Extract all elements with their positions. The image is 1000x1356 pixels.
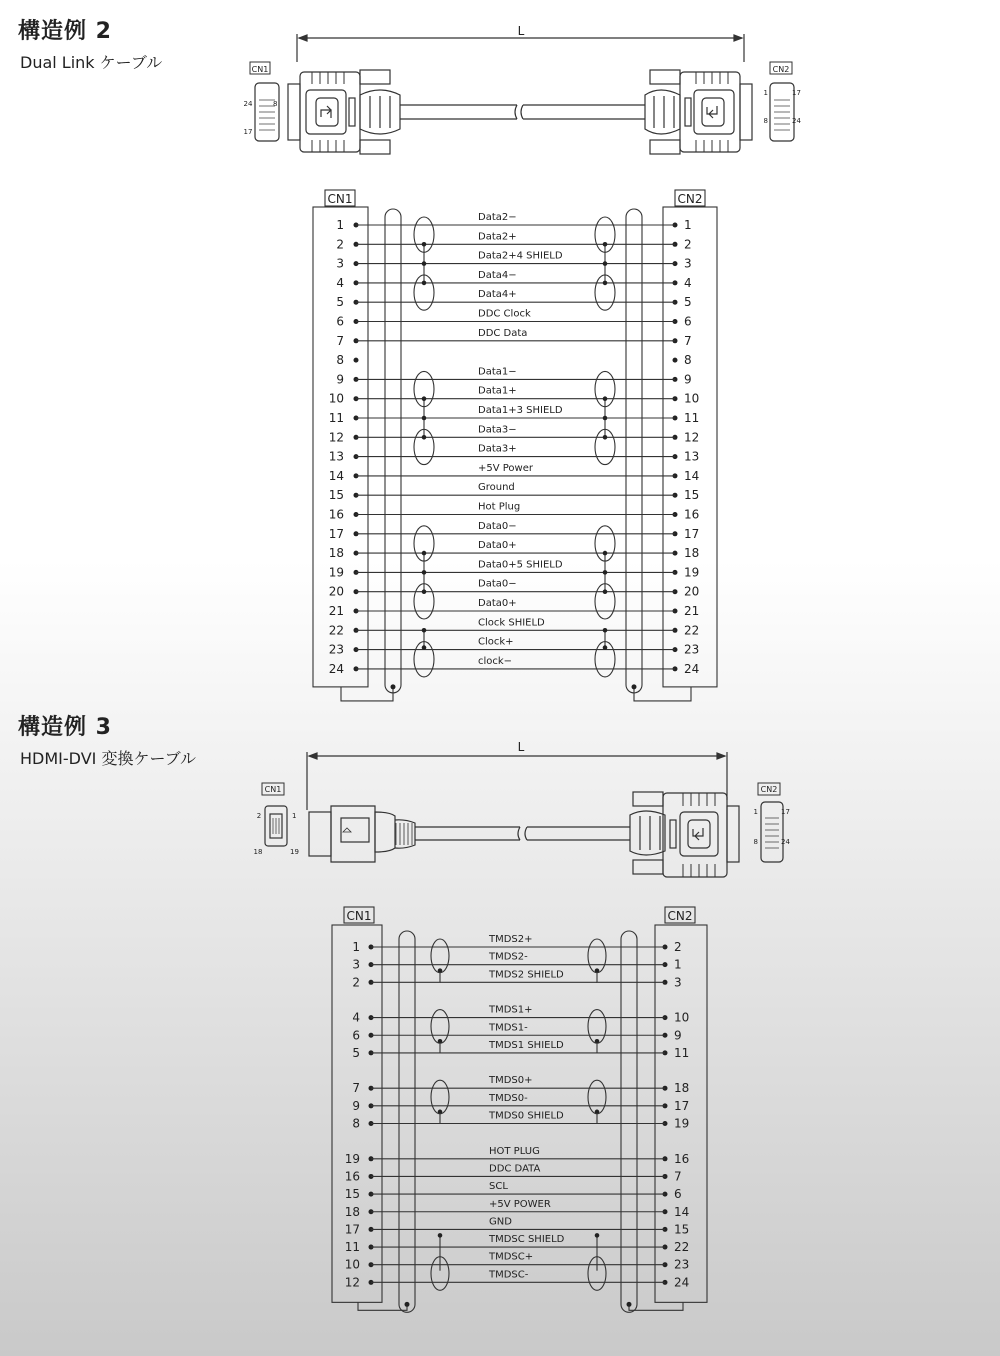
- cn1-pin-label: 15: [344, 1187, 360, 1202]
- cn1-pin-label: 18: [328, 546, 344, 561]
- cn1-pin-label: 17: [344, 1222, 360, 1237]
- signal-label: Data2+: [478, 231, 517, 243]
- cn1-pin-label: 20: [328, 584, 344, 599]
- signal-label: TMDS0-: [489, 1092, 528, 1104]
- signal-label: TMDS1+: [489, 1004, 533, 1016]
- cn1-overall-shield: [399, 931, 415, 1312]
- cn1-pin-label: 16: [328, 507, 344, 522]
- cn1-pin-label: 8: [336, 353, 344, 368]
- signal-label: clock−: [478, 655, 513, 667]
- cn1-pin-label: 13: [328, 449, 344, 464]
- s2-cn2-pin-24: 24: [792, 117, 801, 125]
- cn1-pin-label: 7: [336, 333, 344, 348]
- cn1-pin-label: 15: [328, 488, 344, 503]
- cn1-pin-label: 14: [328, 468, 344, 483]
- shield-dot-right: [603, 242, 608, 247]
- cn1-pin-label: 5: [352, 1045, 360, 1060]
- cn1-pin-label: 1: [336, 218, 344, 232]
- s2-cn1-pin-24: 24: [243, 100, 253, 108]
- cn1-label: CN1: [327, 192, 353, 206]
- cn1-pin-label: 21: [328, 604, 344, 618]
- cn2-pin-label: 18: [674, 1081, 690, 1096]
- cn1-pin-label: 8: [352, 1116, 360, 1131]
- cn2-pin-label: 7: [684, 333, 692, 348]
- shield-junction-left: [422, 416, 427, 421]
- signal-label: +5V POWER: [489, 1198, 551, 1210]
- cn2-pin-label: 13: [684, 449, 700, 464]
- cn2-pin-label: 8: [684, 353, 692, 368]
- cn2-pin-label: 17: [684, 526, 700, 541]
- signal-label: Data2−: [478, 212, 517, 223]
- cn2-pin-label: 7: [674, 1169, 682, 1184]
- cn2-pin-label: 19: [674, 1116, 690, 1131]
- s3-cn1-small-label: CN1: [264, 785, 282, 794]
- dvi-logo-icon-2: [702, 98, 724, 126]
- twisted-pair-shield-right: [588, 1080, 606, 1114]
- signal-label: HOT PLUG: [489, 1145, 540, 1157]
- shield-dot-right: [603, 396, 608, 401]
- cn1-pin-label: 12: [328, 430, 344, 445]
- signal-label: TMDSC+: [489, 1251, 534, 1263]
- signal-label: Clock+: [478, 636, 514, 648]
- twisted-pair-shield-left: [431, 1010, 449, 1044]
- cn1-pin-label: 6: [352, 1028, 360, 1043]
- shield-junction-right: [603, 261, 608, 266]
- s2-cn1-pin-8: 8: [273, 100, 278, 108]
- shield-dot-right: [603, 645, 608, 650]
- cn2-pin-label: 2: [674, 940, 682, 954]
- cn2-pin-label: 15: [674, 1222, 690, 1237]
- signal-label: Data0+: [478, 540, 517, 552]
- shield-dot-left: [422, 396, 427, 401]
- cn2-pin-label: 22: [674, 1240, 690, 1255]
- s3-cn2-pin-1: 1: [753, 808, 758, 816]
- cn2-pin-label: 23: [684, 642, 700, 657]
- shield-dot-left: [438, 1233, 443, 1238]
- cn1-pin-label: 16: [344, 1169, 360, 1184]
- s3-cn1-pin-1: 1: [292, 812, 297, 820]
- signal-label: TMDSC SHIELD: [489, 1234, 565, 1246]
- cn2-pin-label: 6: [674, 1187, 682, 1202]
- cn1-drain-dot: [391, 684, 396, 689]
- signal-label: +5V Power: [478, 462, 533, 474]
- twisted-pair-shield-right: [588, 939, 606, 973]
- s3-cn1-pin-18: 18: [253, 848, 263, 856]
- shield-wire-left: [371, 971, 440, 983]
- signal-label: Ground: [478, 482, 515, 494]
- s3-cn1-pin-19: 19: [290, 848, 299, 856]
- s3-cn2-pin-24: 24: [781, 838, 790, 846]
- shield-dot-right: [603, 281, 608, 286]
- cn2-label: CN2: [667, 909, 693, 923]
- section2-title: 構造例 2: [18, 19, 112, 44]
- dvi-logo-icon: [316, 98, 338, 126]
- cn1-pin-label: 2: [352, 975, 360, 990]
- signal-label: TMDS2+: [489, 934, 533, 945]
- twisted-pair-shield-left: [431, 1080, 449, 1114]
- shield-dot-right: [595, 1233, 600, 1238]
- section3-title: 構造例 3: [18, 715, 112, 740]
- cn1-pin-label: 23: [328, 642, 344, 657]
- signal-label: Hot Plug: [478, 501, 521, 513]
- signal-label: DDC Clock: [478, 308, 531, 320]
- signal-label: TMDS1 SHIELD: [489, 1039, 564, 1051]
- twisted-pair-shield-right: [588, 1010, 606, 1044]
- cn1-pin-label: 2: [336, 237, 344, 252]
- signal-label: Data0−: [478, 578, 517, 590]
- shield-junction-right: [603, 628, 608, 633]
- shield-wire-left: [371, 1235, 440, 1247]
- cn2-pin-label: 10: [684, 391, 700, 406]
- signal-label: Data1+: [478, 385, 517, 397]
- cn2-pin-label: 10: [674, 1010, 690, 1025]
- dual-link-cable-drawing: [250, 34, 794, 154]
- s2-cn2-small-label: CN2: [772, 65, 790, 74]
- cn1-pin-label: 10: [344, 1257, 360, 1272]
- cn2-pin-label: 4: [684, 275, 692, 290]
- signal-label: Data0−: [478, 520, 517, 532]
- cn2-pin-label: 5: [684, 295, 692, 310]
- signal-label: TMDS2-: [489, 951, 528, 963]
- shield-dot-right: [603, 589, 608, 594]
- cn2-pin-label: 22: [684, 623, 700, 638]
- cn2-pin-label: 19: [684, 565, 700, 580]
- cn1-pin-label: 4: [336, 275, 344, 290]
- cn2-pin-label: 18: [684, 546, 700, 561]
- signal-label: Data1−: [478, 366, 517, 378]
- cn2-pin-label: 20: [684, 584, 700, 599]
- s3-cn2-small-label: CN2: [760, 785, 778, 794]
- cn1-pin-label: 24: [328, 661, 344, 676]
- cn2-pin-label: 11: [674, 1045, 690, 1060]
- s3-length-label: L: [517, 740, 525, 754]
- cn2-pin-label: 1: [674, 957, 682, 972]
- signal-label: Data1+3 SHIELD: [478, 405, 563, 416]
- cn1-pin-label: 5: [336, 295, 344, 310]
- cn1-label: CN1: [346, 909, 372, 923]
- s2-cn2-pin-8: 8: [763, 117, 768, 125]
- signal-label: Clock SHIELD: [478, 617, 545, 629]
- signal-label: Data4−: [478, 269, 517, 281]
- cn2-pin-label: 9: [684, 372, 692, 387]
- cn2-pin-label: 15: [684, 488, 700, 503]
- cn1-pin-label: 11: [328, 411, 344, 425]
- section2-subtitle: Dual Link ケーブル: [20, 53, 163, 72]
- cn1-drain-dot: [405, 1302, 410, 1307]
- cn1-pin-label: 7: [352, 1081, 360, 1096]
- shield-dot-left: [422, 242, 427, 247]
- dual-link-wiring-diagram: [313, 190, 717, 701]
- cn1-pin-label: 19: [328, 565, 344, 580]
- shield-wire-left: [371, 1041, 440, 1053]
- cn2-pin-label: 14: [674, 1204, 690, 1219]
- cn2-pin-label: 1: [684, 218, 692, 232]
- signal-label: GND: [489, 1216, 512, 1228]
- shield-dot-left: [422, 435, 427, 440]
- s3-cn2-pin-17: 17: [781, 808, 790, 816]
- cn2-overall-shield: [621, 931, 637, 1312]
- cn2-drain-wire: [634, 687, 691, 701]
- cn2-pin-label: 3: [674, 975, 682, 990]
- shield-junction-left: [422, 628, 427, 633]
- cn2-drain-dot: [627, 1302, 632, 1307]
- cn1-pin-label: 22: [328, 623, 344, 638]
- cn2-pin-label: 3: [684, 256, 692, 271]
- shield-dot-right: [603, 435, 608, 440]
- cn2-pin-label: 17: [674, 1098, 690, 1113]
- shield-junction-left: [422, 261, 427, 266]
- signal-label: TMDS2 SHIELD: [489, 969, 564, 981]
- signal-label: Data0+: [478, 598, 517, 609]
- cn2-pin-label: 11: [684, 411, 700, 425]
- cn2-pin-label: 24: [684, 661, 700, 676]
- signal-label: Data0+5 SHIELD: [478, 559, 563, 571]
- shield-junction-left: [422, 570, 427, 575]
- cn2-pin-label: 16: [684, 507, 700, 522]
- cn2-drain-dot: [632, 684, 637, 689]
- s3-cn1-pin-2: 2: [256, 812, 262, 820]
- hdmi-dvi-cable-drawing: [262, 752, 783, 877]
- signal-label: DDC Data: [478, 327, 528, 339]
- signal-label: SCL: [489, 1181, 508, 1193]
- section3-subtitle: HDMI-DVI 変換ケーブル: [20, 749, 196, 768]
- cn1-pin-dot: [354, 358, 359, 363]
- signal-label: Data4+: [478, 289, 517, 301]
- shield-dot-right: [603, 551, 608, 556]
- cn2-pin-label: 6: [684, 314, 692, 329]
- signal-label: TMDS1-: [489, 1022, 528, 1034]
- signal-label: Data2+4 SHIELD: [478, 250, 563, 262]
- cn2-pin-label: 14: [684, 468, 700, 483]
- signal-label: TMDS0 SHIELD: [489, 1110, 564, 1122]
- cn2-overall-shield: [626, 209, 642, 693]
- dvi-logo-icon-3: [688, 820, 710, 848]
- s2-cn2-pin-1: 1: [763, 89, 768, 97]
- cn2-pin-label: 12: [684, 430, 700, 445]
- s2-cn1-small-label: CN1: [251, 65, 269, 74]
- cn1-drain-wire: [341, 687, 393, 701]
- cn2-pin-label: 21: [684, 604, 700, 618]
- signal-label: Data3+: [478, 443, 517, 455]
- cn1-pin-label: 9: [352, 1098, 360, 1113]
- cn2-pin-label: 9: [674, 1028, 682, 1043]
- cn1-pin-label: 3: [336, 256, 344, 271]
- cn2-pin-label: 24: [674, 1275, 690, 1290]
- cn1-pin-label: 4: [352, 1010, 360, 1025]
- cn2-pin-label: 23: [674, 1257, 690, 1272]
- s2-cn2-pin-17: 17: [792, 89, 801, 97]
- signal-label: TMDSC-: [489, 1269, 529, 1281]
- shield-dot-left: [422, 281, 427, 286]
- cn1-pin-label: 3: [352, 957, 360, 972]
- shield-junction-right: [603, 570, 608, 575]
- cn2-pin-label: 2: [684, 237, 692, 252]
- cn1-pin-label: 6: [336, 314, 344, 329]
- cn1-pin-label: 17: [328, 526, 344, 541]
- s2-length-label: L: [517, 24, 525, 38]
- shield-dot-left: [422, 589, 427, 594]
- s3-cn2-pin-8: 8: [753, 838, 758, 846]
- signal-label: TMDS0+: [489, 1075, 533, 1087]
- shield-junction-right: [603, 416, 608, 421]
- shield-dot-left: [422, 551, 427, 556]
- cn2-pin-label: 16: [674, 1151, 690, 1166]
- cn1-pin-label: 1: [352, 940, 360, 954]
- shield-dot-left: [422, 645, 427, 650]
- cn1-pin-label: 11: [344, 1240, 360, 1255]
- cn1-pin-label: 12: [344, 1275, 360, 1290]
- shield-wire-left: [371, 1112, 440, 1124]
- cn1-pin-label: 9: [336, 372, 344, 387]
- signal-label: Data3−: [478, 424, 517, 436]
- s2-cn1-pin-17: 17: [243, 128, 253, 136]
- cn1-overall-shield: [385, 209, 401, 693]
- hdmi-dvi-wiring-diagram: [332, 907, 707, 1312]
- cn2-label: CN2: [677, 192, 703, 206]
- cn2-pin-dot: [673, 358, 678, 363]
- cn1-pin-label: 19: [344, 1151, 360, 1166]
- signal-label: DDC DATA: [489, 1163, 541, 1175]
- twisted-pair-shield-left: [431, 939, 449, 973]
- cn1-pin-label: 10: [328, 391, 344, 406]
- cn1-pin-label: 18: [344, 1204, 360, 1219]
